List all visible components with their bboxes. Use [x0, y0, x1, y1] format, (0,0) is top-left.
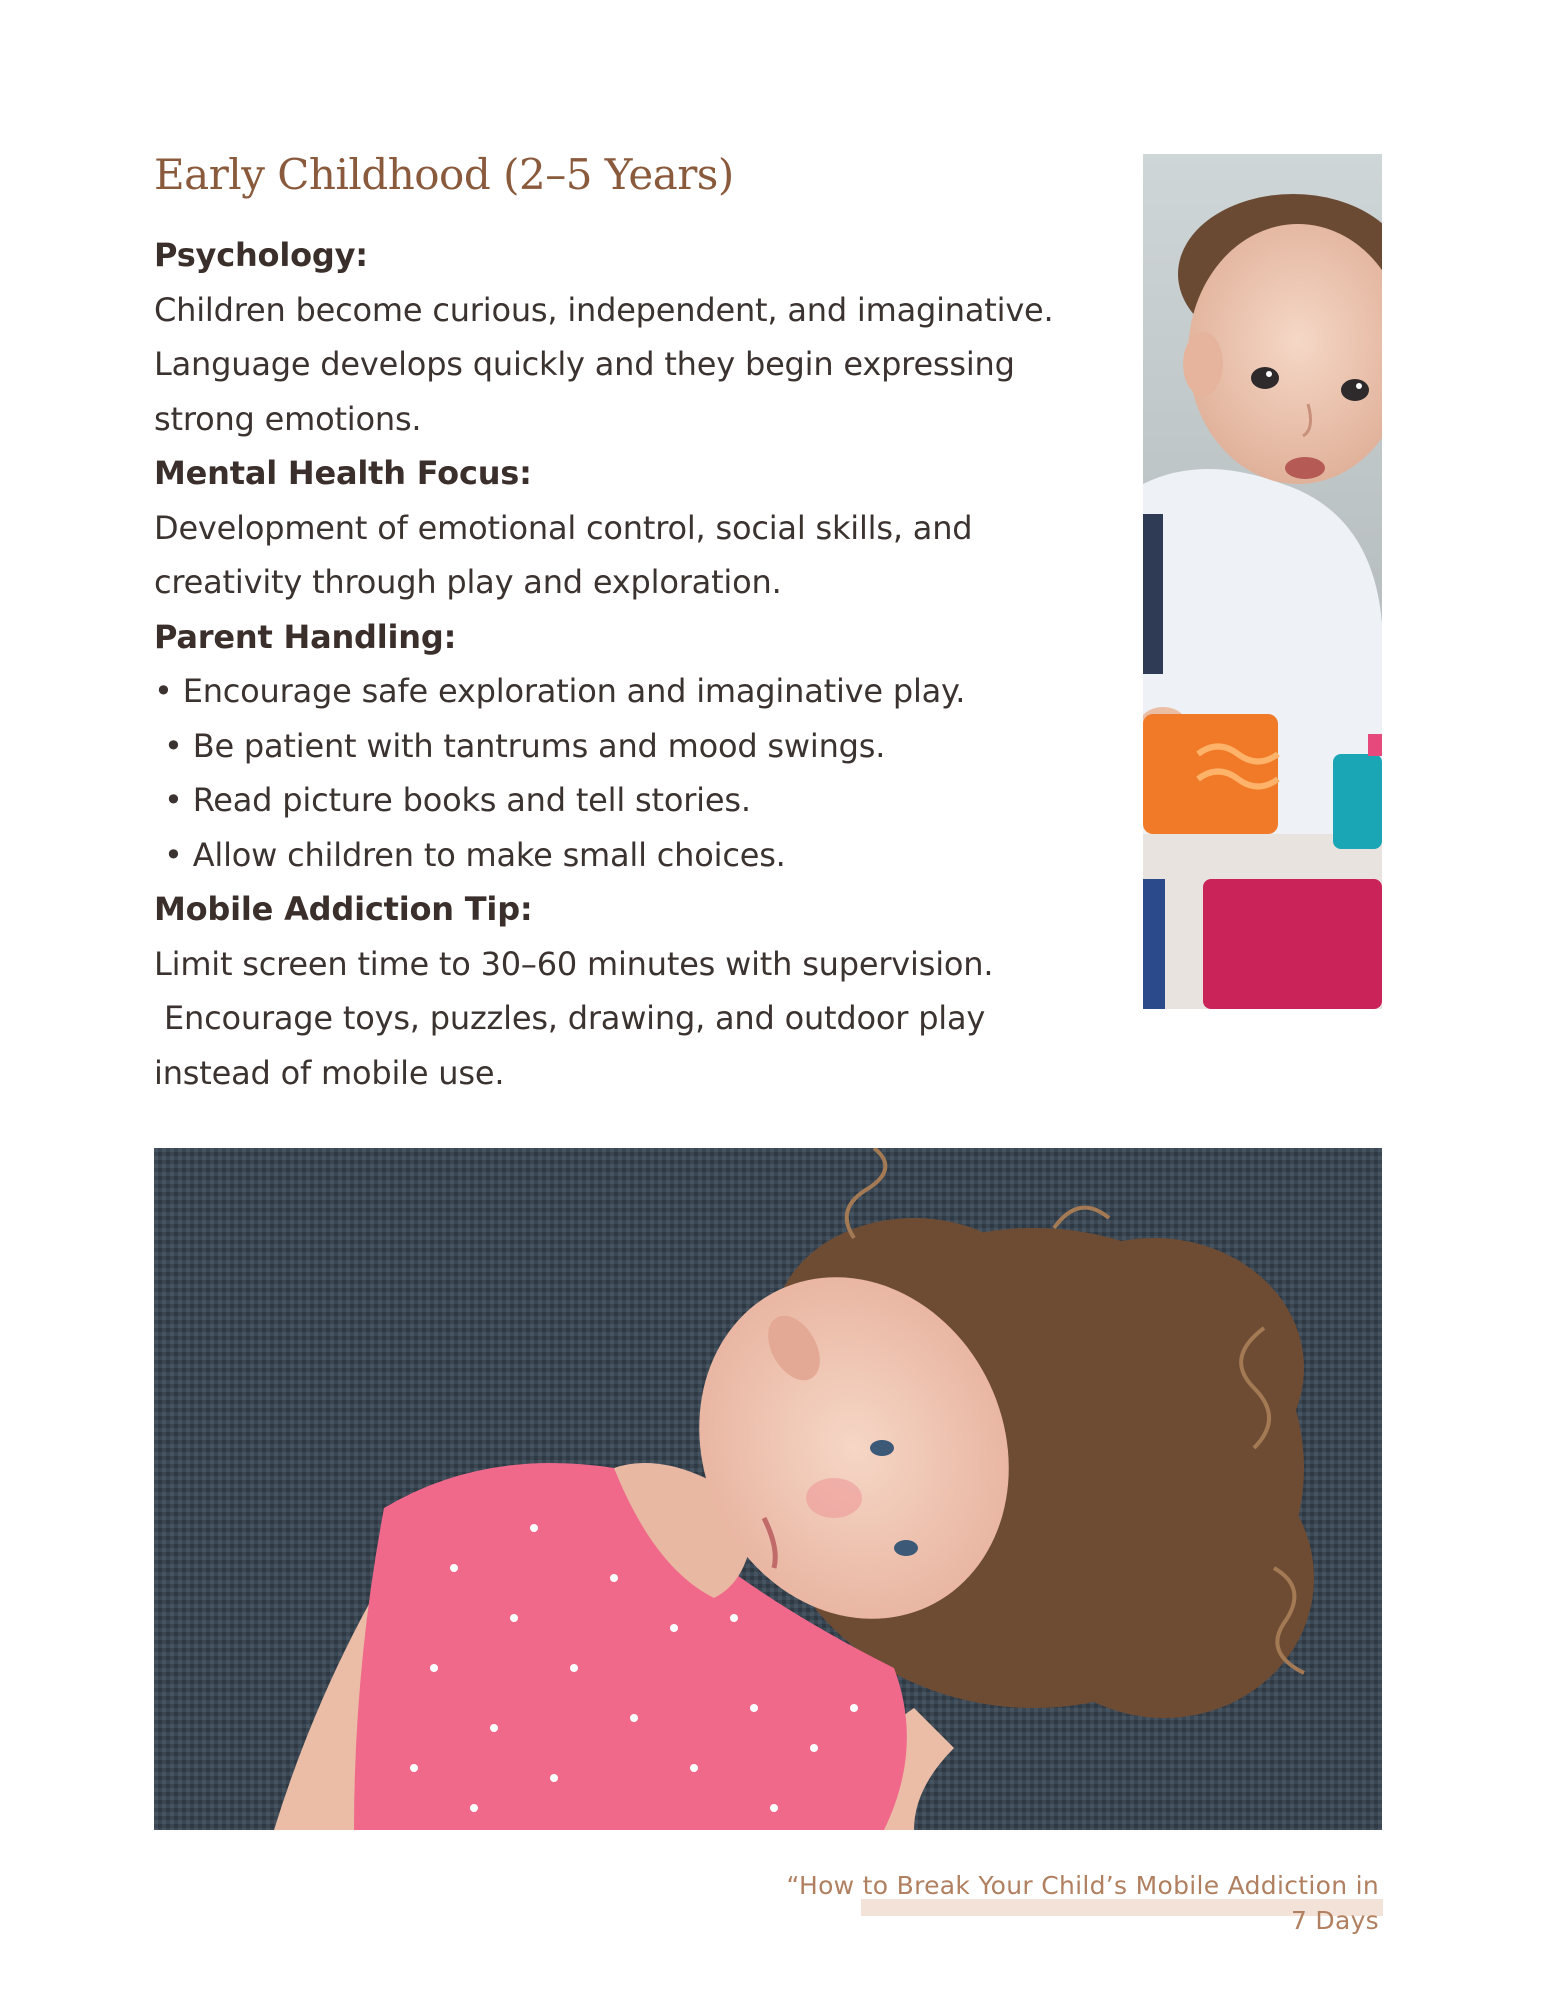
mental-health-label: Mental Health Focus: [154, 454, 532, 492]
mobile-tip-line2: Encourage toys, puzzles, drawing, and outdoor play instead of mobile use. [154, 999, 996, 1092]
footer-line2: 7 Days [1290, 1906, 1379, 1935]
parent-handling-list [154, 664, 1094, 882]
section-heading: Early Childhood (2–5 Years) [154, 150, 734, 199]
mobile-tip-line1: Limit screen time to 30–60 minutes with supervision. [154, 944, 994, 983]
list-item: • Read picture books and tell stories. [154, 773, 1094, 828]
parent-handling-label: Parent Handling: [154, 617, 457, 656]
baby-photo-illustration [1143, 154, 1382, 1009]
bullet-icon: • [164, 781, 183, 819]
footer-line1: “How to Break Your Child’s Mobile Addiction in [786, 1871, 1379, 1900]
psychology-text: Children become curious, independent, and imaginative. Language develops quickly and they begin expressing strong emotions. [154, 290, 1054, 438]
bullet-icon: • [154, 672, 173, 710]
footer-title [779, 1868, 1379, 1938]
baby-photo [1143, 154, 1382, 1009]
mobile-tip-label: Mobile Addiction Tip: [154, 890, 533, 928]
mental-health-text: Development of emotional control, social skills, and creativity through play and exploration. [154, 508, 973, 601]
bullet-icon: • [164, 835, 183, 874]
list-item: • Be patient with tantrums and mood swings. [154, 719, 1094, 774]
girl-photo [154, 1148, 1382, 1830]
list-item: • Allow children to make small choices. [154, 828, 1094, 883]
list-item: • Encourage safe exploration and imaginative play. [154, 664, 1094, 719]
bullet-icon: • [164, 726, 183, 765]
section-content [154, 228, 1094, 1100]
girl-photo-illustration [154, 1148, 1382, 1830]
psychology-label: Psychology: [154, 236, 368, 274]
